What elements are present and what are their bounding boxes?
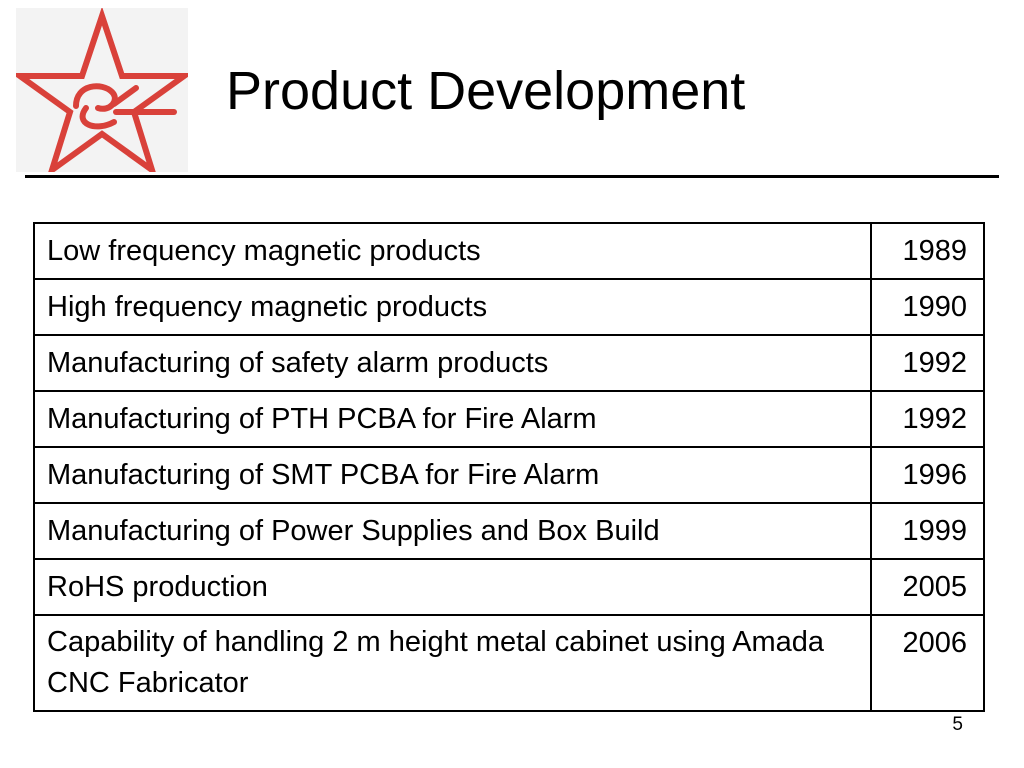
product-development-table-container <box>33 222 983 712</box>
table-row <box>34 447 984 503</box>
row-year: 1992 <box>871 335 984 391</box>
row-year: 2005 <box>871 559 984 615</box>
row-description: RoHS production <box>34 559 871 615</box>
table-row <box>34 335 984 391</box>
row-description: Manufacturing of SMT PCBA for Fire Alarm <box>34 447 871 503</box>
table-row <box>34 391 984 447</box>
row-description: Manufacturing of PTH PCBA for Fire Alarm <box>34 391 871 447</box>
page-number: 5 <box>952 714 963 735</box>
row-year: 2006 <box>871 615 984 711</box>
title-divider <box>25 175 999 178</box>
page-title: Product Development <box>226 61 746 121</box>
row-year: 1999 <box>871 503 984 559</box>
table-row <box>34 223 984 279</box>
row-year: 1990 <box>871 279 984 335</box>
row-description: Capability of handling 2 m height metal cabinet using Amada CNC Fabricator <box>34 615 871 711</box>
table-row <box>34 559 984 615</box>
row-description: Manufacturing of safety alarm products <box>34 335 871 391</box>
product-development-table <box>33 222 985 712</box>
table-row <box>34 615 984 711</box>
row-description: Low frequency magnetic products <box>34 223 871 279</box>
row-year: 1996 <box>871 447 984 503</box>
row-year: 1992 <box>871 391 984 447</box>
row-year: 1989 <box>871 223 984 279</box>
table-row <box>34 503 984 559</box>
table-row <box>34 279 984 335</box>
row-description: Manufacturing of Power Supplies and Box Build <box>34 503 871 559</box>
row-description: High frequency magnetic products <box>34 279 871 335</box>
red-star-logo-icon <box>16 8 188 172</box>
